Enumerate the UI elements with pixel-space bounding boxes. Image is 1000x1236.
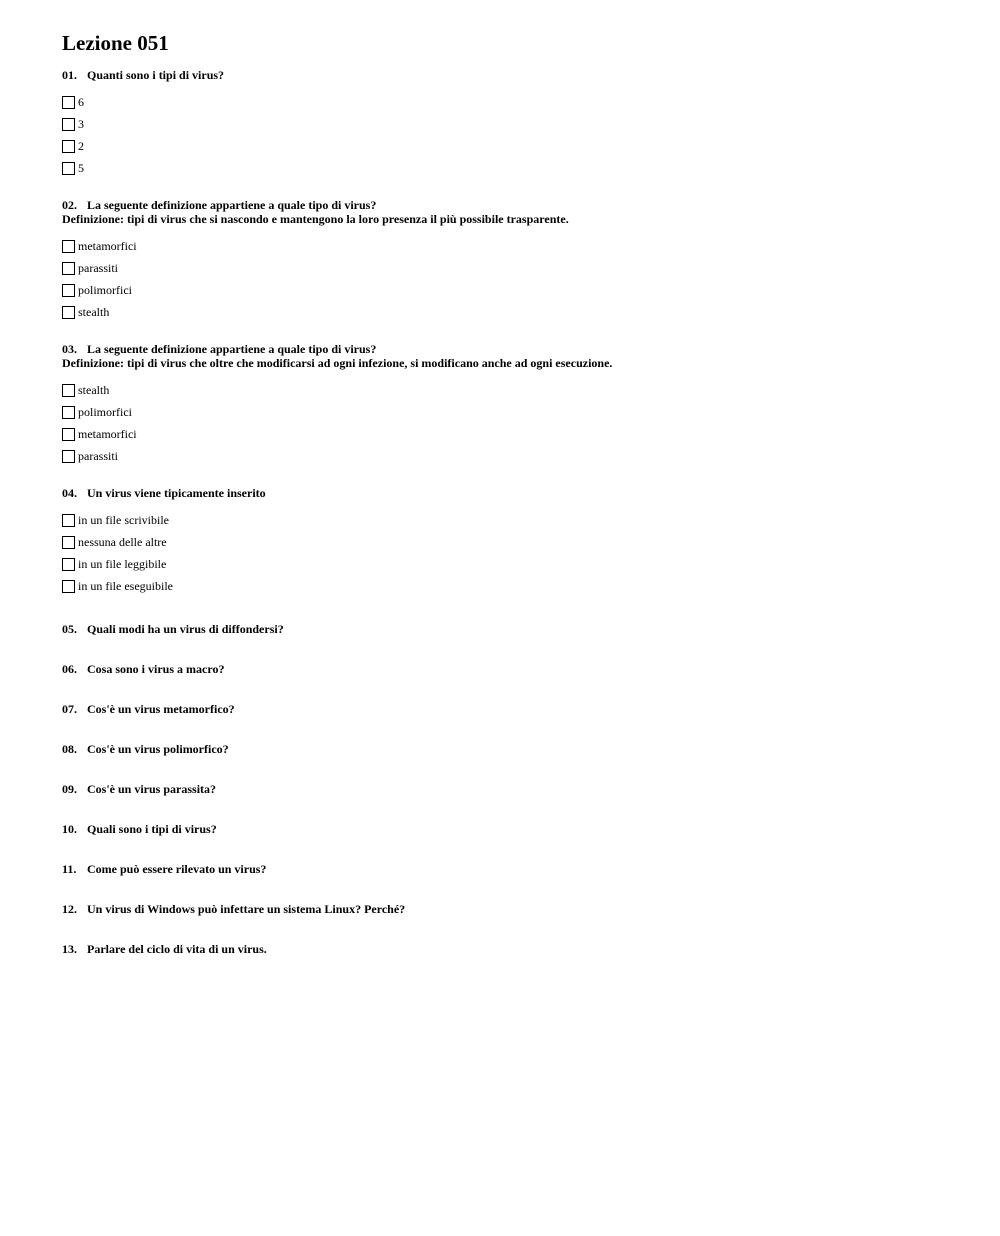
question-text: Quali sono i tipi di virus?	[87, 822, 217, 836]
question-number: 06.	[62, 662, 77, 676]
question-text: Un virus di Windows può infettare un sistema Linux? Perché?	[87, 902, 406, 916]
question-08	[62, 742, 962, 756]
answer-checkbox[interactable]	[62, 140, 75, 153]
answer-options	[62, 238, 962, 320]
answer-option[interactable]	[62, 160, 962, 176]
question-header	[62, 742, 962, 756]
option-label: stealth	[78, 383, 110, 397]
answer-checkbox[interactable]	[62, 580, 75, 593]
question-header	[62, 902, 962, 916]
question-02	[62, 198, 962, 320]
question-number: 03.	[62, 342, 77, 356]
answer-options	[62, 512, 962, 594]
question-header	[62, 622, 962, 636]
question-text: La seguente definizione appartiene a quale tipo di virus?	[87, 198, 377, 212]
option-label: metamorfici	[78, 427, 137, 441]
question-number: 07.	[62, 702, 77, 716]
question-number: 12.	[62, 902, 77, 916]
question-header	[62, 486, 962, 500]
answer-checkbox[interactable]	[62, 118, 75, 131]
answer-option[interactable]	[62, 238, 962, 254]
answer-checkbox[interactable]	[62, 558, 75, 571]
question-definition: Definizione: tipi di virus che oltre che modificarsi ad ogni infezione, si modificano anche ad ogni esecuzione.	[62, 356, 613, 370]
question-header	[62, 662, 962, 676]
question-number: 13.	[62, 942, 77, 956]
answer-option[interactable]	[62, 556, 962, 572]
question-text: La seguente definizione appartiene a quale tipo di virus?	[87, 342, 377, 356]
answer-option[interactable]	[62, 404, 962, 420]
question-number: 09.	[62, 782, 77, 796]
option-label: 6	[78, 95, 84, 109]
question-11	[62, 862, 962, 876]
answer-option[interactable]	[62, 534, 962, 550]
question-header	[62, 942, 962, 956]
question-04	[62, 486, 962, 594]
question-header	[62, 198, 962, 212]
question-number: 01.	[62, 68, 77, 82]
question-10	[62, 822, 962, 836]
answer-checkbox[interactable]	[62, 306, 75, 319]
option-label: in un file leggibile	[78, 557, 167, 571]
question-text: Cosa sono i virus a macro?	[87, 662, 225, 676]
question-13	[62, 942, 962, 956]
question-header	[62, 782, 962, 796]
answer-option[interactable]	[62, 260, 962, 276]
answer-checkbox[interactable]	[62, 406, 75, 419]
option-label: in un file eseguibile	[78, 579, 173, 593]
question-text: Quali modi ha un virus di diffondersi?	[87, 622, 284, 636]
answer-checkbox[interactable]	[62, 240, 75, 253]
answer-option[interactable]	[62, 426, 962, 442]
answer-option[interactable]	[62, 578, 962, 594]
answer-options	[62, 382, 962, 464]
question-text: Cos'è un virus polimorfico?	[87, 742, 229, 756]
question-header	[62, 822, 962, 836]
question-text: Parlare del ciclo di vita di un virus.	[87, 942, 267, 956]
answer-option[interactable]	[62, 138, 962, 154]
answer-checkbox[interactable]	[62, 514, 75, 527]
answer-checkbox[interactable]	[62, 536, 75, 549]
option-label: nessuna delle altre	[78, 535, 167, 549]
answer-option[interactable]	[62, 448, 962, 464]
question-01	[62, 68, 962, 176]
option-label: in un file scrivibile	[78, 513, 169, 527]
question-header	[62, 342, 962, 356]
option-label: 3	[78, 117, 84, 131]
question-header	[62, 702, 962, 716]
answer-option[interactable]	[62, 94, 962, 110]
answer-checkbox[interactable]	[62, 284, 75, 297]
option-label: polimorfici	[78, 405, 132, 419]
option-label: polimorfici	[78, 283, 132, 297]
answer-checkbox[interactable]	[62, 384, 75, 397]
question-number: 10.	[62, 822, 77, 836]
answer-option[interactable]	[62, 116, 962, 132]
answer-checkbox[interactable]	[62, 96, 75, 109]
question-07	[62, 702, 962, 716]
question-header	[62, 68, 962, 82]
question-text: Cos'è un virus parassita?	[87, 782, 217, 796]
question-03	[62, 342, 962, 464]
question-number: 02.	[62, 198, 77, 212]
question-text: Un virus viene tipicamente inserito	[87, 486, 266, 500]
option-label: parassiti	[78, 449, 118, 463]
question-number: 05.	[62, 622, 77, 636]
question-06	[62, 662, 962, 676]
answer-option[interactable]	[62, 282, 962, 298]
question-05	[62, 622, 962, 636]
question-number: 11.	[62, 862, 77, 876]
question-text: Quanti sono i tipi di virus?	[87, 68, 225, 82]
question-09	[62, 782, 962, 796]
question-text: Cos'è un virus metamorfico?	[87, 702, 235, 716]
answer-option[interactable]	[62, 382, 962, 398]
answer-checkbox[interactable]	[62, 162, 75, 175]
document-page	[62, 30, 962, 956]
question-header	[62, 862, 962, 876]
option-label: metamorfici	[78, 239, 137, 253]
option-label: parassiti	[78, 261, 118, 275]
question-definition: Definizione: tipi di virus che si nascondo e mantengono la loro presenza il più possibile trasparente.	[62, 212, 569, 226]
question-text: Come può essere rilevato un virus?	[87, 862, 267, 876]
question-number: 08.	[62, 742, 77, 756]
option-label: 2	[78, 139, 84, 153]
question-number: 04.	[62, 486, 77, 500]
answer-option[interactable]	[62, 304, 962, 320]
answer-checkbox[interactable]	[62, 428, 75, 441]
answer-option[interactable]	[62, 512, 962, 528]
option-label: stealth	[78, 305, 110, 319]
answer-checkbox[interactable]	[62, 262, 75, 275]
answer-checkbox[interactable]	[62, 450, 75, 463]
option-label: 5	[78, 161, 84, 175]
answer-options	[62, 94, 962, 176]
page-title: Lezione 051	[62, 31, 169, 55]
question-12	[62, 902, 962, 916]
